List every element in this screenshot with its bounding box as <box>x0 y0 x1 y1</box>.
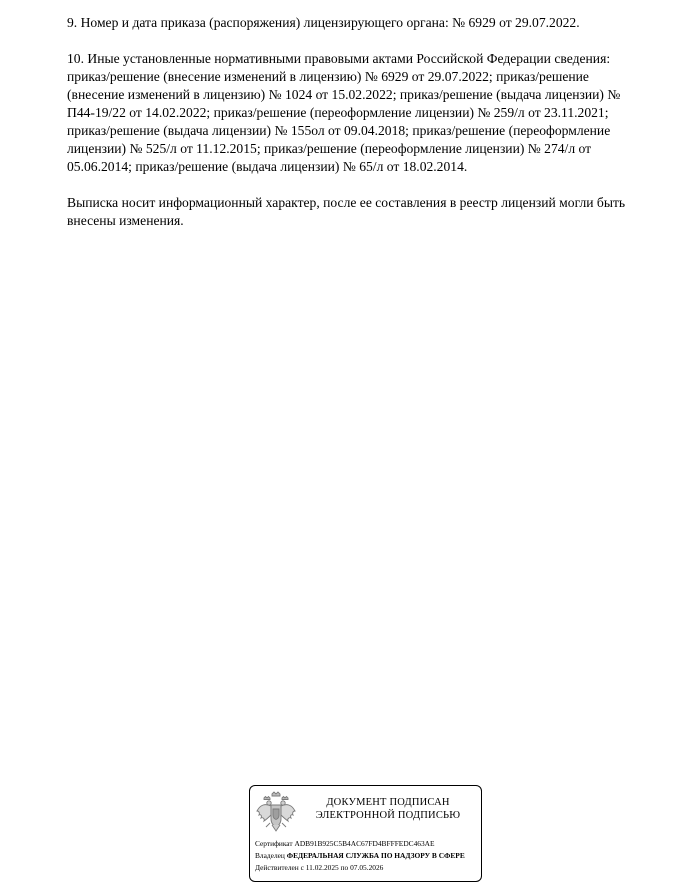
paragraph-other-info <box>67 50 659 176</box>
text-line: 9. Номер и дата приказа (распоряжения) лицензирующего органа: № 6929 от 29.07.2022. <box>67 15 580 30</box>
stamp-title-line: ЭЛЕКТРОННОЙ ПОДПИСЬЮ <box>315 810 461 821</box>
validity-label: Действителен с <box>255 863 304 872</box>
owner-value: ФЕДЕРАЛЬНАЯ СЛУЖБА ПО НАДЗОРУ В СФЕРЕ <box>286 851 465 860</box>
text-line: приказ/решение (выдача лицензии) № 155ол от 09.04.2018; приказ/решение (переоформление <box>67 123 611 138</box>
certificate-value: ADB91B925C5B4AC67FD4BFFFEDC463AE <box>294 839 435 848</box>
stamp-title-line: ДОКУМЕНТ ПОДПИСАН <box>326 797 450 808</box>
paragraph-disclaimer <box>67 194 659 230</box>
valid-to: 07.05.2026 <box>350 863 384 872</box>
text-line: П44-19/22 от 14.02.2022; приказ/решение (переоформление лицензии) № 259/л от 23.11.2021; <box>67 105 609 120</box>
certificate-row <box>255 838 481 850</box>
coat-of-arms-icon <box>255 791 297 835</box>
valid-from: 11.02.2025 <box>305 863 339 872</box>
text-line: лицензии) № 525/л от 11.12.2015; приказ/решение (переоформление лицензии) № 274/л от <box>67 141 592 156</box>
paragraph-order-number <box>67 14 659 32</box>
validity-to-label: по <box>340 863 349 872</box>
stamp-title <box>298 796 478 822</box>
validity-row <box>255 862 481 874</box>
text-line: (внесение изменений в лицензию) № 1024 от 15.02.2022; приказ/решение (выдача лицензии) № <box>67 87 621 102</box>
electronic-signature-stamp <box>249 785 482 882</box>
text-line: 05.06.2014; приказ/решение (выдача лицензии) № 65/л от 18.02.2014. <box>67 159 468 174</box>
owner-label: Владелец <box>255 851 285 860</box>
text-line: Выписка носит информационный характер, после ее составления в реестр лицензий могли быть <box>67 195 626 210</box>
owner-row <box>255 850 481 862</box>
certificate-label: Сертификат <box>255 839 293 848</box>
text-line: внесены изменения. <box>67 213 184 228</box>
text-line: 10. Иные установленные нормативными правовыми актами Российской Федерации сведения: <box>67 51 611 66</box>
document-body <box>67 14 659 248</box>
text-line: приказ/решение (внесение изменений в лицензию) № 6929 от 29.07.2022; приказ/решение <box>67 69 589 84</box>
stamp-details <box>255 838 481 874</box>
